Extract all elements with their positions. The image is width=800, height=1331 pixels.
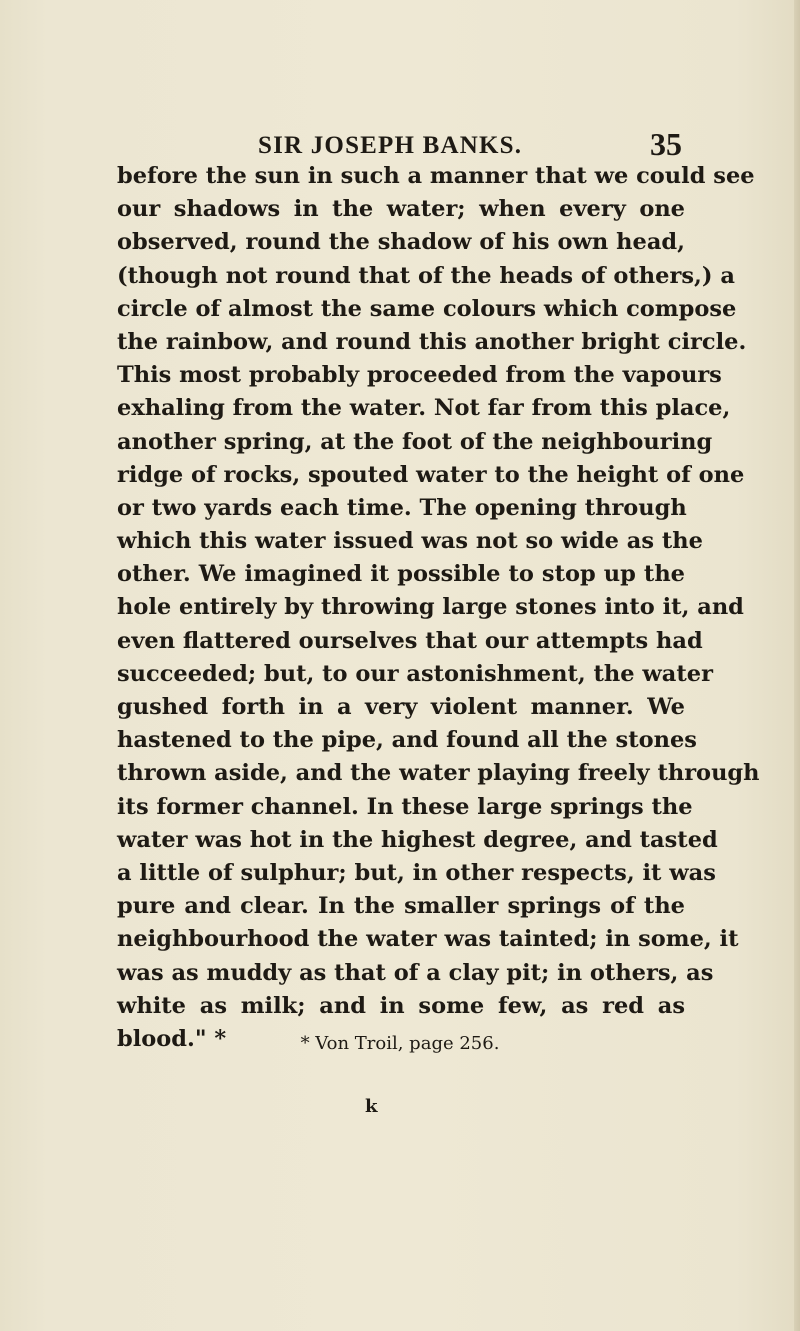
text-line: circle of almost the same colours which compose: [117, 295, 737, 322]
text-line: was as muddy as that of a clay pit; in others, as: [117, 959, 714, 986]
text-line: pure and clear. In the smaller springs of the: [117, 893, 685, 920]
text-line: before the sun in such a manner that we could see: [117, 163, 755, 189]
running-head: [118, 122, 684, 162]
text-line: hastened to the pipe, and found all the stones: [117, 727, 697, 754]
text-line: its former channel. In these large springs the: [117, 793, 693, 820]
text-line: observed, round the shadow of his own head,: [117, 229, 685, 256]
text-line: which this water issued was not so wide as the: [117, 528, 703, 555]
text-line: neighbourhood the water was tainted; in some, it: [117, 926, 739, 953]
text-line: even flattered ourselves that our attempts had: [117, 627, 703, 654]
text-line: succeeded; but, to our astonishment, the water: [117, 660, 713, 687]
running-title: SIR JOSEPH BANKS.: [258, 132, 523, 159]
text-line: gushed forth in a very violent manner. We: [117, 694, 685, 720]
text-line: white as milk; and in some few, as red as: [117, 992, 685, 1019]
text-line: (though not round that of the heads of others,) a: [117, 262, 735, 289]
signature-mark: k: [365, 1096, 378, 1117]
text-line: exhaling from the water. Not far from this place,: [117, 395, 731, 422]
text-line: another spring, at the foot of the neighbouring: [117, 428, 713, 455]
text-line: water was hot in the highest degree, and tasted: [117, 826, 718, 853]
body-text: [117, 160, 760, 1056]
text-line: ridge of rocks, spouted water to the height of one: [117, 461, 745, 488]
text-line: thrown aside, and the water playing freely through: [117, 760, 760, 787]
text-line: the rainbow, and round this another bright circle.: [117, 328, 747, 355]
text-line: This most probably proceeded from the vapours: [117, 362, 722, 389]
text-line: blood." *: [117, 1025, 227, 1052]
text-line: a little of sulphur; but, in other respects, it was: [117, 859, 716, 886]
footnote: * Von Troil, page 256.: [300, 1033, 500, 1054]
page-number: 35: [650, 126, 682, 162]
text-line: hole entirely by throwing large stones into it, and: [117, 594, 744, 621]
page-edge: [794, 0, 800, 1331]
text-line: our shadows in the water; when every one: [117, 196, 685, 223]
text-line: other. We imagined it possible to stop up the: [117, 561, 685, 588]
text-line: or two yards each time. The opening through: [117, 494, 687, 521]
